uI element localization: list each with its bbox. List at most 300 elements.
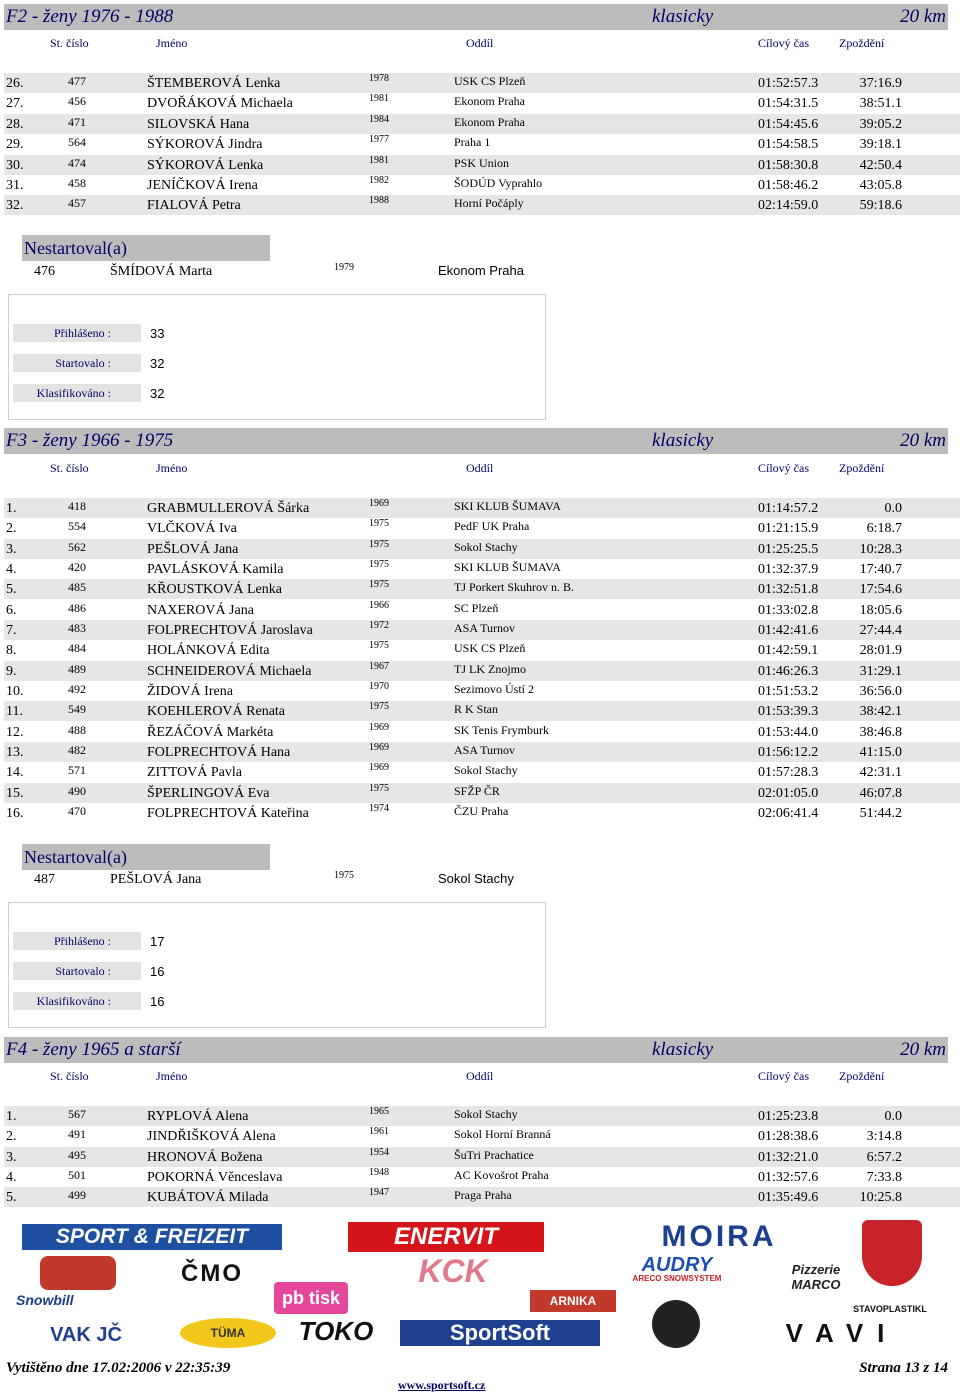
result-diff: 0.0	[884, 501, 902, 516]
result-rank: 9.	[6, 664, 17, 679]
result-bib: 485	[68, 580, 86, 594]
result-rank: 1.	[6, 1109, 17, 1124]
result-year: 1965	[369, 1106, 389, 1117]
result-bib: 457	[68, 196, 86, 210]
result-time: 02:06:41.4	[758, 806, 819, 821]
sponsor-logo-kck: KCK	[418, 1253, 488, 1289]
result-year: 1969	[369, 762, 389, 773]
result-time: 01:58:30.8	[758, 158, 819, 173]
result-rank: 14.	[6, 765, 24, 780]
category-header	[4, 428, 948, 454]
result-name: VLČKOVÁ Iva	[147, 521, 237, 536]
result-year: 1981	[369, 155, 389, 166]
result-club: USK CS Plzeň	[454, 641, 526, 655]
result-year: 1977	[369, 134, 389, 145]
result-name: KUBÁTOVÁ Milada	[147, 1190, 269, 1205]
category-distance: 20 km	[900, 1039, 946, 1060]
result-time: 01:53:44.0	[758, 725, 819, 740]
result-name: ZITTOVÁ Pavla	[147, 765, 242, 780]
dns-year: 1979	[334, 262, 354, 273]
column-header-diff: Zpoždění	[839, 1069, 885, 1083]
result-club: SKI KLUB ŠUMAVA	[454, 560, 561, 574]
result-time: 01:33:02.8	[758, 603, 819, 618]
result-time: 01:54:58.5	[758, 137, 819, 152]
stat-label-box	[13, 962, 141, 980]
result-rank: 12.	[6, 725, 24, 740]
result-bib: 458	[68, 176, 86, 190]
result-diff: 42:31.1	[859, 765, 902, 780]
sponsor-logo-vakjc: VAK JČ	[50, 1324, 122, 1346]
result-rank: 27.	[6, 96, 24, 111]
column-header-name: Jméno	[156, 36, 188, 50]
result-time: 01:53:39.3	[758, 704, 819, 719]
result-row[interactable]	[4, 1187, 960, 1207]
result-club: ŠuTri Prachatice	[454, 1148, 534, 1162]
result-row[interactable]	[4, 155, 960, 175]
result-rank: 5.	[6, 582, 17, 597]
stat-value: 16	[150, 964, 165, 979]
result-row[interactable]	[4, 114, 960, 134]
result-row[interactable]	[4, 498, 960, 518]
result-time: 01:25:25.5	[758, 542, 819, 557]
result-bib: 495	[68, 1148, 86, 1162]
result-bib: 562	[68, 540, 86, 554]
result-row[interactable]	[4, 742, 960, 762]
result-name: RYPLOVÁ Alena	[147, 1109, 249, 1124]
result-rank: 32.	[6, 198, 24, 213]
result-name: JINDŘIŠKOVÁ Alena	[147, 1129, 276, 1144]
result-club: Sokol Horní Branná	[454, 1127, 551, 1141]
stats-box	[8, 902, 546, 1028]
result-diff: 41:15.0	[859, 745, 902, 760]
result-time: 01:54:45.6	[758, 117, 819, 132]
result-row[interactable]	[4, 762, 960, 782]
result-year: 1969	[369, 742, 389, 753]
result-club: SC Plzeň	[454, 601, 499, 615]
dns-header	[22, 844, 270, 870]
result-rank: 13.	[6, 745, 24, 760]
result-year: 1975	[369, 640, 389, 651]
result-year: 1975	[369, 783, 389, 794]
sponsor-logo-audry: AUDRY	[641, 1254, 713, 1276]
result-club: TJ Porkert Skuhrov n. B.	[454, 580, 574, 594]
result-rank: 3.	[6, 1150, 17, 1165]
result-club: Sezimovo Ústí 2	[454, 682, 534, 696]
column-header-time: Cílový čas	[758, 461, 809, 475]
stat-label: Přihlášeno :	[54, 934, 111, 948]
result-rank: 29.	[6, 137, 24, 152]
result-year: 1974	[369, 803, 389, 814]
result-diff: 7:33.8	[866, 1170, 902, 1185]
result-time: 01:32:57.6	[758, 1170, 819, 1185]
result-row[interactable]	[4, 1126, 960, 1146]
result-name: KŘOUSTKOVÁ Lenka	[147, 582, 282, 597]
result-bib: 564	[68, 135, 86, 149]
result-diff: 28:01.9	[859, 643, 902, 658]
result-bib: 456	[68, 94, 86, 108]
result-row[interactable]	[4, 195, 960, 215]
result-bib: 554	[68, 519, 86, 533]
result-row[interactable]	[4, 175, 960, 195]
result-name: FOLPRECHTOVÁ Jaroslava	[147, 623, 313, 638]
result-diff: 27:44.4	[859, 623, 902, 638]
sponsor-logo-moira: MOIRA	[661, 1220, 777, 1253]
result-rank: 15.	[6, 786, 24, 801]
result-time: 01:56:12.2	[758, 745, 819, 760]
result-bib: 477	[68, 74, 86, 88]
category-header	[4, 1037, 948, 1063]
category-style: klasicky	[652, 1039, 714, 1060]
result-year: 1970	[369, 681, 389, 692]
column-header-diff: Zpoždění	[839, 36, 885, 50]
result-club: R K Stan	[454, 702, 499, 716]
sponsor-logo-stavoplast: STAVOPLASTIKL	[853, 1304, 927, 1314]
sponsor-logo-sportsoft: SportSoft	[400, 1320, 600, 1346]
stat-label-box	[13, 932, 141, 950]
result-diff: 10:28.3	[859, 542, 902, 557]
dns-bib: 487	[34, 872, 55, 887]
result-club: ASA Turnov	[454, 621, 516, 635]
result-rank: 2.	[6, 1129, 17, 1144]
dns-header	[22, 235, 270, 261]
result-year: 1969	[369, 498, 389, 509]
result-name: FIALOVÁ Petra	[147, 198, 241, 213]
result-time: 01:35:49.6	[758, 1190, 819, 1205]
result-year: 1975	[369, 579, 389, 590]
result-rank: 28.	[6, 117, 24, 132]
result-time: 01:28:38.6	[758, 1129, 819, 1144]
result-club: TJ LK Znojmo	[454, 662, 526, 676]
result-bib: 471	[68, 115, 86, 129]
result-diff: 3:14.8	[866, 1129, 902, 1144]
result-bib: 489	[68, 662, 86, 676]
result-bib: 567	[68, 1107, 86, 1121]
result-diff: 38:51.1	[859, 96, 902, 111]
column-header-name: Jméno	[156, 1069, 188, 1083]
result-diff: 51:44.2	[859, 806, 902, 821]
stat-value: 32	[150, 386, 165, 401]
result-rank: 2.	[6, 521, 17, 536]
stat-value: 32	[150, 356, 165, 371]
dns-club: Sokol Stachy	[438, 871, 514, 886]
stat-label: Klasifikováno :	[36, 994, 111, 1008]
dns-year: 1975	[334, 870, 354, 881]
result-row[interactable]	[4, 1147, 960, 1167]
result-name: HRONOVÁ Božena	[147, 1150, 263, 1165]
result-time: 01:46:26.3	[758, 664, 819, 679]
result-diff: 43:05.8	[859, 178, 902, 193]
sponsor-logo-arnika: ARNIKA	[530, 1290, 616, 1312]
column-headers	[4, 1066, 948, 1086]
stat-label: Klasifikováno :	[36, 386, 111, 400]
result-name: HOLÁNKOVÁ Edita	[147, 643, 270, 658]
column-headers	[4, 458, 948, 478]
stat-label-box	[13, 354, 141, 372]
result-club: Ekonom Praha	[454, 94, 525, 108]
result-bib: 571	[68, 763, 86, 777]
result-rank: 31.	[6, 178, 24, 193]
category-style: klasicky	[652, 6, 714, 27]
result-diff: 17:40.7	[859, 562, 902, 577]
result-year: 1981	[369, 93, 389, 104]
result-club: PSK Union	[454, 156, 510, 170]
result-row[interactable]	[4, 640, 960, 660]
result-club: Sokol Stachy	[454, 1107, 518, 1121]
result-club: Praha 1	[454, 135, 491, 149]
result-year: 1972	[369, 620, 389, 631]
result-diff: 36:56.0	[859, 684, 902, 699]
result-row[interactable]	[4, 93, 960, 113]
result-time: 01:25:23.8	[758, 1109, 819, 1124]
result-year: 1984	[369, 114, 389, 125]
dns-name: PEŠLOVÁ Jana	[110, 872, 202, 887]
result-rank: 3.	[6, 542, 17, 557]
sponsor-logo-areco: ARECO SNOWSYSTEM	[632, 1274, 722, 1283]
result-year: 1969	[369, 722, 389, 733]
page-number: Strana 13 z 14	[859, 1360, 948, 1376]
result-club: AC Kovošrot Praha	[454, 1168, 549, 1182]
result-year: 1975	[369, 539, 389, 550]
stat-value: 33	[150, 326, 165, 341]
result-time: 01:54:31.5	[758, 96, 819, 111]
result-club: SFŽP ČR	[454, 784, 500, 798]
result-club: SK Tenis Frymburk	[454, 723, 549, 737]
column-header-bib: St. číslo	[50, 36, 89, 50]
result-bib: 486	[68, 601, 86, 615]
stat-value: 16	[150, 994, 165, 1009]
result-time: 01:58:46.2	[758, 178, 819, 193]
result-bib: 492	[68, 682, 86, 696]
result-year: 1961	[369, 1126, 389, 1137]
result-bib: 420	[68, 560, 86, 574]
result-bib: 474	[68, 156, 86, 170]
column-header-club: Oddíl	[466, 36, 494, 50]
result-club: PedF UK Praha	[454, 519, 530, 533]
result-name: ŽIDOVÁ Irena	[147, 684, 233, 699]
result-year: 1966	[369, 600, 389, 611]
result-year: 1947	[369, 1187, 389, 1198]
footer-url-link[interactable]: www.sportsoft.cz	[398, 1378, 486, 1392]
sponsor-logo-tuma: TÜMA	[180, 1318, 276, 1348]
result-year: 1975	[369, 518, 389, 529]
result-diff: 39:05.2	[859, 117, 902, 132]
sponsor-logo-vavi: VAVI	[785, 1318, 899, 1348]
result-rank: 5.	[6, 1190, 17, 1205]
result-time: 01:42:59.1	[758, 643, 819, 658]
dns-label: Nestartoval(a)	[24, 847, 127, 867]
result-diff: 18:05.6	[859, 603, 902, 618]
column-header-bib: St. číslo	[50, 461, 89, 475]
result-rank: 30.	[6, 158, 24, 173]
result-diff: 37:16.9	[859, 76, 902, 91]
dns-row	[22, 868, 622, 890]
result-name: NAXEROVÁ Jana	[147, 603, 254, 618]
result-name: FOLPRECHTOVÁ Kateřina	[147, 806, 309, 821]
result-name: PEŠLOVÁ Jana	[147, 542, 239, 557]
stat-value: 17	[150, 934, 165, 949]
result-rank: 7.	[6, 623, 17, 638]
category-title: F4 - ženy 1965 a starší	[6, 1039, 181, 1060]
result-club: Sokol Stachy	[454, 540, 518, 554]
result-time: 01:57:28.3	[758, 765, 819, 780]
dns-row	[22, 260, 622, 282]
result-row[interactable]	[4, 783, 960, 803]
result-name: FOLPRECHTOVÁ Hana	[147, 745, 291, 760]
result-name: ŠTEMBEROVÁ Lenka	[147, 76, 281, 91]
result-rank: 1.	[6, 501, 17, 516]
sponsor-logo-shield	[862, 1220, 922, 1286]
result-year: 1988	[369, 195, 389, 206]
result-rank: 26.	[6, 76, 24, 91]
stats-box	[8, 294, 546, 420]
sponsor-logo-pbtisk: pb tisk	[274, 1282, 348, 1314]
result-year: 1978	[369, 73, 389, 84]
category-distance: 20 km	[900, 6, 946, 27]
stat-label-box	[13, 384, 141, 402]
result-year: 1982	[369, 175, 389, 186]
result-rank: 11.	[6, 704, 23, 719]
result-diff: 39:18.1	[859, 137, 902, 152]
column-header-diff: Zpoždění	[839, 461, 885, 475]
result-year: 1948	[369, 1167, 389, 1178]
result-row[interactable]	[4, 620, 960, 640]
result-time: 01:21:15.9	[758, 521, 819, 536]
column-header-club: Oddíl	[466, 1069, 494, 1083]
result-name: SCHNEIDEROVÁ Michaela	[147, 664, 312, 679]
result-year: 1954	[369, 1147, 389, 1158]
printed-date: Vytištěno dne 17.02:2006 v 22:35:39	[6, 1360, 231, 1376]
result-row[interactable]	[4, 803, 960, 823]
sponsor-logo-toko: TOKO	[298, 1316, 374, 1346]
result-row[interactable]	[4, 701, 960, 721]
column-header-time: Cílový čas	[758, 1069, 809, 1083]
result-diff: 6:57.2	[866, 1150, 902, 1165]
result-bib: 484	[68, 641, 86, 655]
result-bib: 488	[68, 723, 86, 737]
stat-label: Přihlášeno :	[54, 326, 111, 340]
result-bib: 501	[68, 1168, 86, 1182]
column-headers	[4, 33, 948, 53]
category-distance: 20 km	[900, 430, 946, 451]
result-row[interactable]	[4, 661, 960, 681]
result-bib: 418	[68, 499, 86, 513]
result-rank: 4.	[6, 562, 17, 577]
result-time: 02:01:05.0	[758, 786, 819, 801]
stat-label-box	[13, 324, 141, 342]
result-row[interactable]	[4, 539, 960, 559]
result-name: SÝKOROVÁ Lenka	[147, 158, 264, 173]
result-time: 01:14:57.2	[758, 501, 819, 516]
category-header	[4, 4, 948, 30]
result-row[interactable]	[4, 518, 960, 538]
column-header-time: Cílový čas	[758, 36, 809, 50]
category-title: F2 - ženy 1976 - 1988	[6, 6, 174, 27]
dns-bib: 476	[34, 264, 55, 279]
sponsor-logos	[12, 1220, 952, 1352]
result-name: SILOVSKÁ Hana	[147, 117, 250, 132]
result-rank: 8.	[6, 643, 17, 658]
result-club: Ekonom Praha	[454, 115, 525, 129]
sponsor-logo-badge	[40, 1256, 116, 1290]
dns-club: Ekonom Praha	[438, 263, 524, 278]
result-row[interactable]	[4, 1106, 960, 1126]
column-header-club: Oddíl	[466, 461, 494, 475]
result-club: ČZU Praha	[454, 804, 509, 818]
result-bib: 482	[68, 743, 86, 757]
result-bib: 483	[68, 621, 86, 635]
result-name: KOEHLEROVÁ Renata	[147, 704, 286, 719]
result-time: 01:42:41.6	[758, 623, 819, 638]
result-diff: 42:50.4	[859, 158, 902, 173]
sponsor-logo-snowbill: Snowbill	[16, 1292, 74, 1308]
category-style: klasicky	[652, 430, 714, 451]
result-row[interactable]	[4, 579, 960, 599]
result-club: Horní Počáply	[454, 196, 524, 210]
result-club: Sokol Stachy	[454, 763, 518, 777]
result-name: PAVLÁSKOVÁ Kamila	[147, 562, 284, 577]
stat-label: Startovalo :	[55, 356, 111, 370]
result-diff: 31:29.1	[859, 664, 902, 679]
result-row[interactable]	[4, 722, 960, 742]
result-bib: 491	[68, 1127, 86, 1141]
sponsor-logo-sport-freizeit: SPORT & FREIZEIT	[22, 1224, 282, 1250]
stat-label-box	[13, 992, 141, 1010]
result-name: SÝKOROVÁ Jindra	[147, 137, 263, 152]
result-year: 1967	[369, 661, 389, 672]
result-row[interactable]	[4, 134, 960, 154]
result-row[interactable]	[4, 681, 960, 701]
dns-label: Nestartoval(a)	[24, 238, 127, 258]
result-row[interactable]	[4, 73, 960, 93]
result-name: DVOŘÁKOVÁ Michaela	[147, 96, 293, 111]
result-name: JENÍČKOVÁ Irena	[147, 178, 258, 193]
result-bib: 490	[68, 784, 86, 798]
result-bib: 499	[68, 1188, 86, 1202]
result-time: 01:51:53.2	[758, 684, 819, 699]
result-row[interactable]	[4, 600, 960, 620]
sponsor-logo-enervit: ENERVIT	[348, 1222, 544, 1252]
result-club: SKI KLUB ŠUMAVA	[454, 499, 561, 513]
result-club: ŠODÚD Vyprahlo	[454, 176, 543, 190]
dns-name: ŠMÍDOVÁ Marta	[110, 264, 213, 279]
result-diff: 0.0	[884, 1109, 902, 1124]
result-bib: 549	[68, 702, 86, 716]
result-club: USK CS Plzeň	[454, 74, 526, 88]
result-name: GRABMULLEROVÁ Šárka	[147, 501, 310, 516]
result-time: 01:32:51.8	[758, 582, 819, 597]
result-bib: 470	[68, 804, 86, 818]
result-name: ŠPERLINGOVÁ Eva	[147, 786, 270, 801]
result-time: 01:32:21.0	[758, 1150, 819, 1165]
category-title: F3 - ženy 1966 - 1975	[6, 430, 174, 451]
result-year: 1975	[369, 559, 389, 570]
result-row[interactable]	[4, 559, 960, 579]
result-rank: 16.	[6, 806, 24, 821]
result-row[interactable]	[4, 1167, 960, 1187]
column-header-name: Jméno	[156, 461, 188, 475]
result-year: 1975	[369, 701, 389, 712]
result-club: Praga Praha	[454, 1188, 512, 1202]
result-rank: 4.	[6, 1170, 17, 1185]
result-diff: 46:07.8	[859, 786, 902, 801]
result-time: 01:32:37.9	[758, 562, 819, 577]
sponsor-logo-cmo: ČMO	[181, 1260, 243, 1287]
result-diff: 17:54.6	[859, 582, 902, 597]
result-time: 01:52:57.3	[758, 76, 819, 91]
result-rank: 10.	[6, 684, 24, 699]
result-time: 02:14:59.0	[758, 198, 819, 213]
result-diff: 59:18.6	[859, 198, 902, 213]
